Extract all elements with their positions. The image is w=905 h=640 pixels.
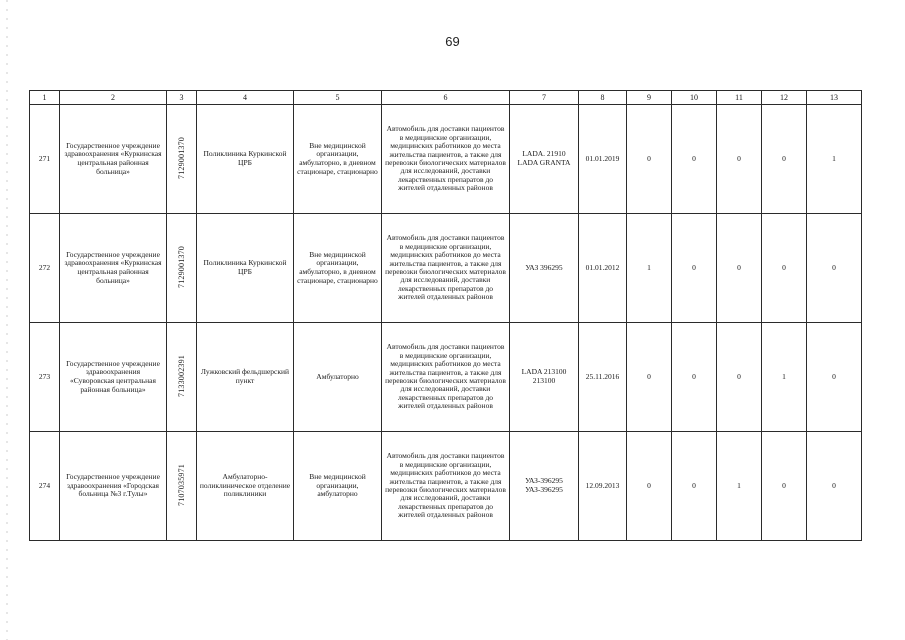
count-col-12: 0 — [762, 105, 807, 214]
page-number: 69 — [445, 34, 460, 49]
organization-code: 7129001370 — [176, 245, 186, 288]
count-col-11: 1 — [717, 432, 762, 541]
count-col-13: 0 — [807, 323, 862, 432]
care-conditions: Вне медицинской организации, амбулаторно, в дневном стационаре, стационарно — [294, 105, 382, 214]
vehicle-purpose: Автомобиль для доставки пациентов в медицинские организации, медицинских работников до места жительства пациентов, а также для перевозки биологических материалов для исследований, доставки лекарственных препаратов до жителей отдаленных районов — [382, 432, 510, 541]
column-header: 6 — [382, 91, 510, 105]
organization-name: Государственное учреждение здравоохранения «Куркинская центральная районная больница» — [60, 105, 167, 214]
row-number: 271 — [30, 105, 60, 214]
subdivision-name: Поликлиника Куркинской ЦРБ — [197, 214, 294, 323]
count-col-11: 0 — [717, 214, 762, 323]
count-col-11: 0 — [717, 323, 762, 432]
count-col-13: 0 — [807, 214, 862, 323]
column-header: 8 — [579, 91, 627, 105]
count-col-13: 0 — [807, 432, 862, 541]
count-col-10: 0 — [672, 105, 717, 214]
row-number: 272 — [30, 214, 60, 323]
column-number-row — [30, 91, 862, 105]
column-header: 9 — [627, 91, 672, 105]
vehicle-purpose: Автомобиль для доставки пациентов в медицинские организации, медицинских работников до места жительства пациентов, а также для перевозки биологических материалов для исследований, доставки лекарственных препаратов до жителей отдаленных районов — [382, 105, 510, 214]
column-header: 3 — [167, 91, 197, 105]
column-header: 13 — [807, 91, 862, 105]
row-number: 273 — [30, 323, 60, 432]
column-header: 5 — [294, 91, 382, 105]
care-conditions: Вне медицинской организации, амбулаторно — [294, 432, 382, 541]
column-header: 11 — [717, 91, 762, 105]
count-col-10: 0 — [672, 214, 717, 323]
column-header: 12 — [762, 91, 807, 105]
commission-date: 01.01.2012 — [579, 214, 627, 323]
column-header: 1 — [30, 91, 60, 105]
row-number: 274 — [30, 432, 60, 541]
organization-code-cell — [167, 105, 197, 214]
count-col-10: 0 — [672, 432, 717, 541]
column-header: 2 — [60, 91, 167, 105]
count-col-13: 1 — [807, 105, 862, 214]
table-row — [30, 432, 862, 541]
count-col-11: 0 — [717, 105, 762, 214]
organization-code: 7133002391 — [176, 354, 186, 397]
table-row — [30, 214, 862, 323]
vehicle-model: LADA 213100 213100 — [510, 323, 579, 432]
count-col-9: 0 — [627, 105, 672, 214]
organization-code-cell — [167, 323, 197, 432]
organization-code-cell — [167, 214, 197, 323]
table-row — [30, 105, 862, 214]
column-header: 10 — [672, 91, 717, 105]
organization-name: Государственное учреждение здравоохранения «Куркинская центральная районная больница» — [60, 214, 167, 323]
count-col-9: 0 — [627, 432, 672, 541]
commission-date: 25.11.2016 — [579, 323, 627, 432]
column-header: 4 — [197, 91, 294, 105]
count-col-9: 1 — [627, 214, 672, 323]
count-col-9: 0 — [627, 323, 672, 432]
commission-date: 01.01.2019 — [579, 105, 627, 214]
count-col-12: 1 — [762, 323, 807, 432]
subdivision-name: Лужковский фельдшерский пункт — [197, 323, 294, 432]
care-conditions: Вне медицинской организации, амбулаторно, в дневном стационаре, стационарно — [294, 214, 382, 323]
table-row — [30, 323, 862, 432]
scan-margin-marks — [6, 0, 8, 640]
vehicle-register-table — [29, 90, 862, 541]
vehicle-model: УАЗ-396295 УАЗ-396295 — [510, 432, 579, 541]
care-conditions: Амбулаторно — [294, 323, 382, 432]
count-col-10: 0 — [672, 323, 717, 432]
organization-code-cell — [167, 432, 197, 541]
organization-code: 7129001370 — [176, 136, 186, 179]
column-header: 7 — [510, 91, 579, 105]
subdivision-name: Амбулаторно-поликлиническое отделение поликлиники — [197, 432, 294, 541]
subdivision-name: Поликлиника Куркинской ЦРБ — [197, 105, 294, 214]
count-col-12: 0 — [762, 432, 807, 541]
organization-name: Государственное учреждение здравоохранения «Городская больница №3 г.Тулы» — [60, 432, 167, 541]
vehicle-purpose: Автомобиль для доставки пациентов в медицинские организации, медицинских работников до места жительства пациентов, а также для перевозки биологических материалов для исследований, доставки лекарственных препаратов до жителей отдаленных районов — [382, 214, 510, 323]
commission-date: 12.09.2013 — [579, 432, 627, 541]
count-col-12: 0 — [762, 214, 807, 323]
vehicle-model: LADA. 21910 LADA GRANTA — [510, 105, 579, 214]
organization-code: 7107035971 — [176, 463, 186, 506]
vehicle-model: УАЗ 396295 — [510, 214, 579, 323]
vehicle-purpose: Автомобиль для доставки пациентов в медицинские организации, медицинских работников до места жительства пациентов, а также для перевозки биологических материалов для исследований, доставки лекарственных препаратов до жителей отдаленных районов — [382, 323, 510, 432]
organization-name: Государственное учреждение здравоохранения «Суворовская центральная районная больница» — [60, 323, 167, 432]
